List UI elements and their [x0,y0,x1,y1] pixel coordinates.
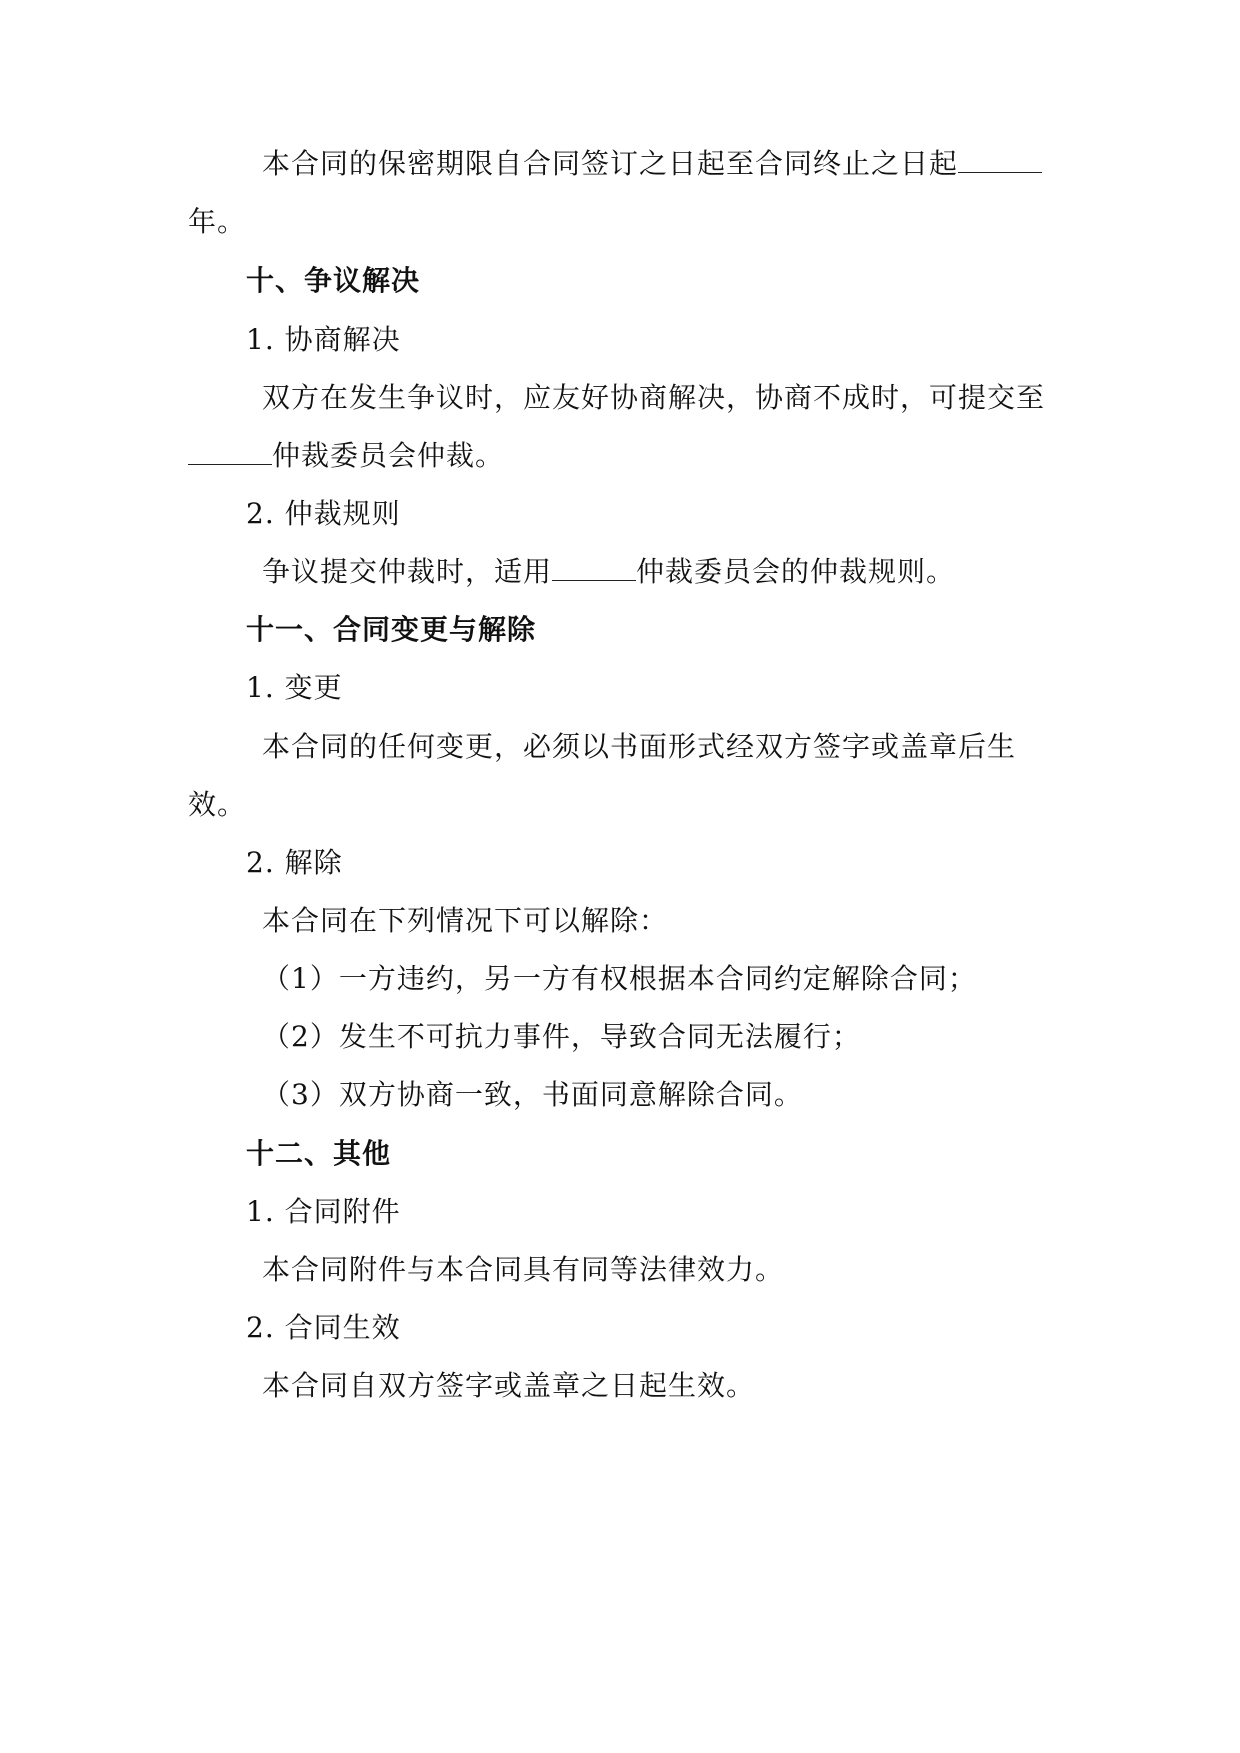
arbitration-commission-blank [188,440,272,465]
section-11-1-title: 1. 变更 [246,671,343,704]
confidentiality-paragraph-line2: 年。 [188,205,247,238]
section-12-2-title: 2. 合同生效 [246,1311,401,1344]
section-10-2-text [262,552,955,592]
section-10-2-title: 2. 仲裁规则 [246,497,401,530]
section-12-2-text: 本合同自双方签字或盖章之日起生效。 [262,1369,756,1402]
section-11-2-item-1: （1）一方违约，另一方有权根据本合同约定解除合同； [262,962,977,995]
arbitration-rules-blank [552,556,636,581]
section-11-2-title: 2. 解除 [246,846,343,879]
section-12-heading: 十二、其他 [246,1137,392,1170]
section-12-1-text: 本合同附件与本合同具有同等法律效力。 [262,1253,785,1286]
section-10-1-title: 1. 协商解决 [246,323,401,356]
section-11-2-item-3: （3）双方协商一致，书面同意解除合同。 [262,1078,803,1111]
section-10-1-text-line1: 双方在发生争议时，应友好协商解决，协商不成时，可提交至 [262,381,1046,414]
section-11-heading: 十一、合同变更与解除 [246,613,537,646]
section-10-1-text-line2 [188,436,504,476]
section-10-heading: 十、争议解决 [246,264,421,297]
confidentiality-text: 本合同的保密期限自合同签订之日起至合同终止之日起 [262,147,959,180]
section-10-1-text-tail: 仲裁委员会仲裁。 [272,439,505,472]
section-10-2-text-head: 争议提交仲裁时，适用 [262,555,553,588]
confidentiality-years-blank [958,148,1042,173]
section-11-2-item-2: （2）发生不可抗力事件，导致合同无法履行； [262,1020,861,1053]
section-11-2-intro: 本合同在下列情况下可以解除： [262,904,669,937]
section-11-1-text-line2: 效。 [188,788,247,821]
confidentiality-paragraph-line1 [262,144,1042,184]
section-11-1-text-line1: 本合同的任何变更，必须以书面形式经双方签字或盖章后生 [262,730,1017,763]
section-12-1-title: 1. 合同附件 [246,1195,401,1228]
section-10-2-text-tail: 仲裁委员会的仲裁规则。 [636,555,956,588]
